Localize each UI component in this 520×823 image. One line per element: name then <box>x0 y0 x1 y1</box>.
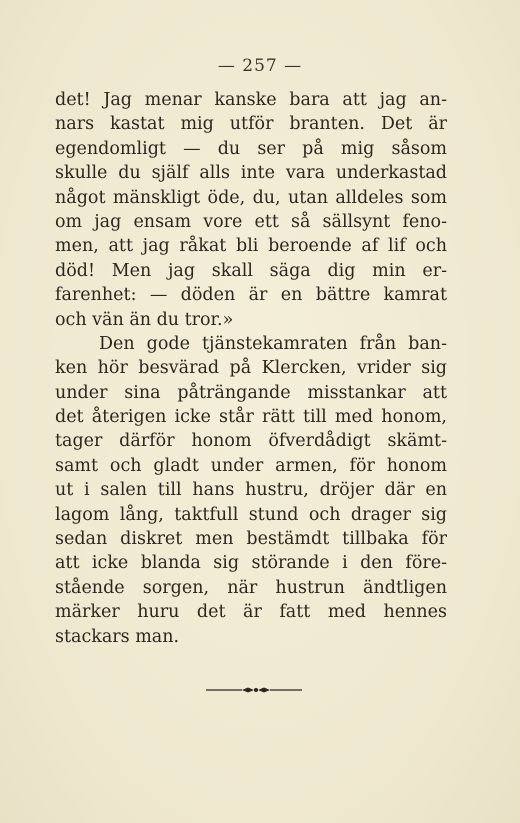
text-line: död! Men jag skall säga dig min er- <box>55 260 447 281</box>
text-line: ut i salen till hans hustru, dröjer där en <box>55 480 447 501</box>
text-line: det återigen icke står rätt till med honom, <box>55 407 447 428</box>
text-line: om jag ensam vore ett så sällsynt feno- <box>55 211 447 232</box>
text-line: samt och gladt under armen, för honom <box>55 455 447 476</box>
text-line: nars kastat mig utför branten. Det är <box>55 114 447 135</box>
text-line: sedan diskret men bestämdt tillbaka för <box>55 529 447 550</box>
text-line: tager därför honom öfverdådigt skämt- <box>55 431 447 452</box>
text-line: märker huru det är fatt med hennes <box>55 602 447 623</box>
text-line: att icke blanda sig störande i den före- <box>55 553 447 574</box>
paragraph-first-line: Den gode tjänstekamraten från ban- <box>99 333 447 354</box>
text-line: lagom lång, taktfull stund och drager sig <box>55 504 447 525</box>
text-line: under sina påträngande misstankar att <box>55 382 447 403</box>
text-line: och vän än du tror.» <box>55 309 234 330</box>
text-line: egendomligt — du ser på mig såsom <box>55 138 447 159</box>
text-line: men, att jag råkat bli beroende af lif och <box>55 236 447 257</box>
text-line: det! Jag menar kanske bara att jag an- <box>55 90 447 110</box>
section-end-ornament <box>206 684 302 696</box>
body-text <box>55 88 447 649</box>
text-line: ken hör besvärad på Klercken, vrider sig <box>55 358 447 379</box>
text-line: farenhet: — döden är en bättre kamrat <box>55 285 447 306</box>
text-line: något mänskligt öde, du, utan alldeles som <box>55 187 447 208</box>
text-line: stående sorgen, när hustrun ändtligen <box>55 577 447 598</box>
text-line: stackars man. <box>55 626 180 647</box>
text-line: skulle du själf alls inte vara underkastad <box>55 163 447 184</box>
page-number: — 257 — <box>217 56 303 76</box>
